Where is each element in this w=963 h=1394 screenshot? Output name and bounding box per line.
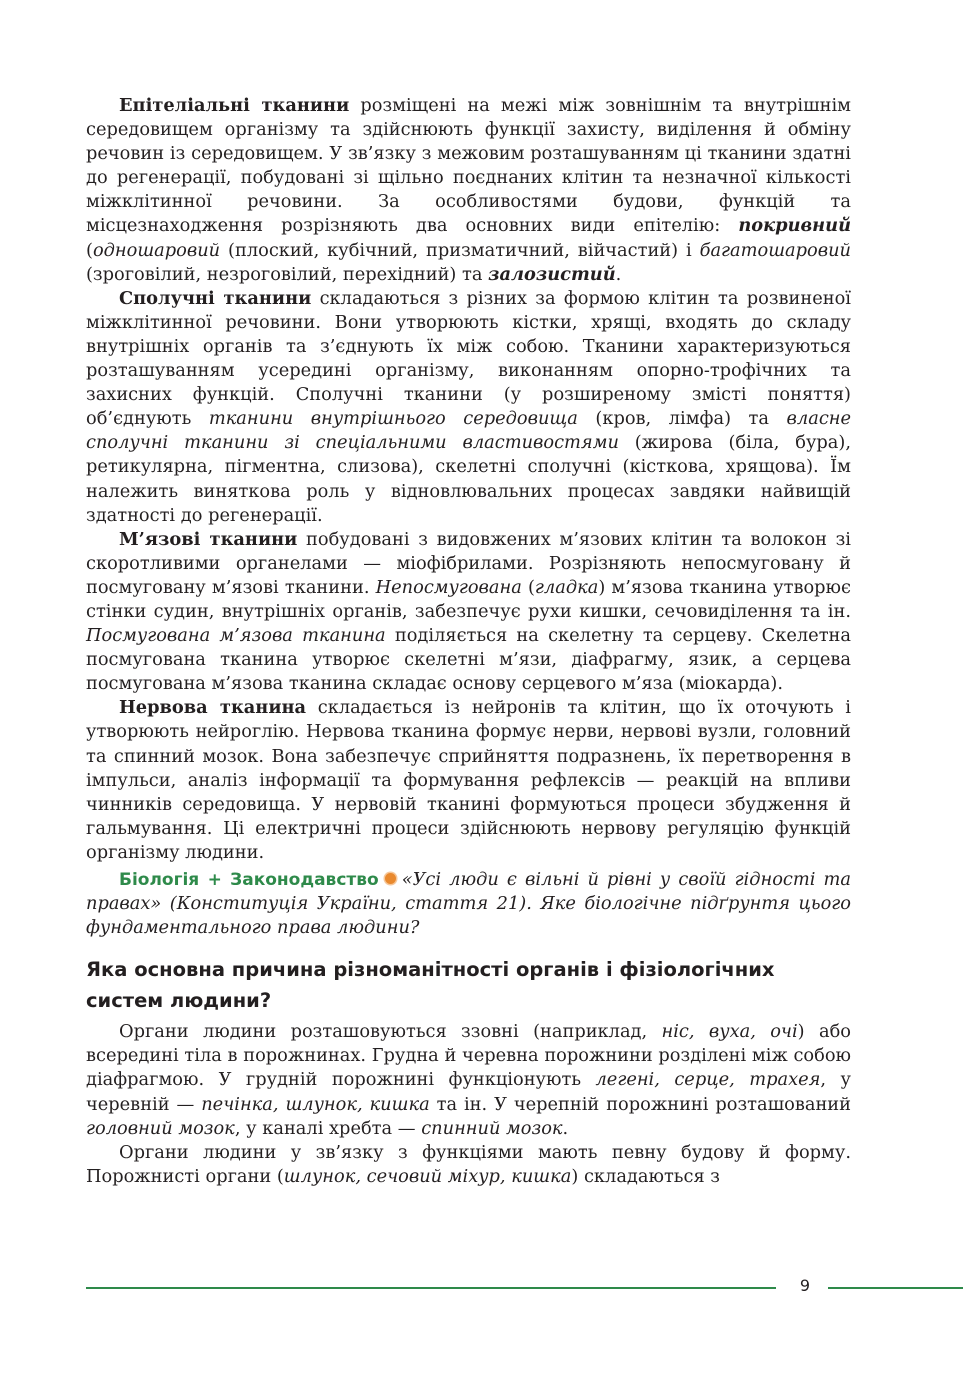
term-smooth-muscle: Непосмугована <box>375 576 522 598</box>
example-external-organs: ніс, вуха, очі <box>661 1021 798 1043</box>
term-glandular: залозистий <box>488 263 616 285</box>
text-span: . <box>562 1117 569 1139</box>
paragraph-organs-location <box>86 1020 851 1140</box>
text-span: Органи людини у зв’язку з функціями мають певну будову й форму. Порожнисті органи ( <box>86 1141 851 1187</box>
text-span: ) складаються з <box>571 1165 721 1187</box>
text-span: (жирова (біла, бура), ретикулярна, пігментна, слизова), скелетні сполучні (кісткова, хрящова). Їм належить виняткова роль у відновлювальних процесах завдяки найвищій здатності до регенерації. <box>86 432 851 526</box>
footer-rule-left <box>86 1287 776 1289</box>
term-nervous: Нервова тканина <box>119 697 307 719</box>
note-label: Біологія + Законодавство <box>119 870 379 890</box>
example-spinal-cord: спинний мозок <box>421 1117 563 1139</box>
text-span: . <box>615 263 622 285</box>
text-span: , у каналі хребта — <box>234 1117 422 1139</box>
section-heading: Яка основна причина різноманітності органів і фізіологічних систем людини? <box>86 958 775 1013</box>
text-span: (плоский, кубічний, призматичний, війчастий) і <box>220 239 700 261</box>
term-epithelial: Епітеліальні тканини <box>119 95 350 116</box>
term-connective-proper: власне сполучні тканини зі спеціальними властивостями <box>86 408 852 454</box>
page-content <box>86 94 851 1189</box>
text-span: Органи людини розташовуються ззовні (наприклад, <box>119 1021 662 1043</box>
paragraph-connective <box>86 287 851 528</box>
cross-subject-note <box>86 868 851 940</box>
example-hollow-organs: шлунок, сечовий міхур, кишка <box>283 1165 572 1187</box>
term-internal-medium: тканини внутрішнього середовища <box>208 408 578 430</box>
paragraph-muscle <box>86 528 851 697</box>
footer-rule-right <box>828 1287 963 1289</box>
text-span: складаються з різних за формою клітин та розвиненої міжклітинної речовини. Вони утворюють кістки, хрящі, входять до складу внутрішніх органів та з’єднують їх між собою. Тканини характеризуються розташуванням усередині організму, виконанням опорно-трофічних та захисних функцій. Сполучні тканини (у розширеному змісті поняття) об’єднують <box>86 287 851 430</box>
example-chest-organs: легені, серце, трахея <box>595 1069 821 1091</box>
text-span: та ін. У черепній порожнині розташований <box>429 1093 852 1115</box>
text-span: (зроговілий, незроговілий, перехідний) та <box>86 263 489 285</box>
text-span: , у черевній — <box>86 1069 851 1115</box>
note-text: «Усі люди є вільні й рівні у своїй гідності та правах» (Конституція України, стаття 21). Яке біологічне підґрунтя цього фундаментального права людини? <box>86 869 851 939</box>
text-span: складається із нейронів та клітин, що їх оточують і утворюють нейроглію. Нервова тканина формує нерви, нервові вузли, головний та спинний мозок. Вона забезпечує сприйняття подразнень, їх перетворення в імпульси, аналіз інформації та формування рефлексів — реакцій на впливи чинників середовища. У нервовій тканині формуються процеси збудження й гальмування. Ці електричні процеси здійснюють нервову регуляцію функцій організму людини. <box>86 697 851 863</box>
example-brain: головний мозок <box>86 1117 235 1139</box>
text-span: поділяється на скелетну та серцеву. Скелетна посмугована тканина утворює скелетні м’язи, діафрагму, язик, а серцева посмугована м’язова тканина складає основу серцевого м’яза (міокарда). <box>86 625 851 695</box>
page-number: 9 <box>799 1276 811 1295</box>
text-span: ( <box>521 576 535 598</box>
term-smooth: гладка <box>534 576 599 598</box>
text-span: ) або всередині тіла в порожнинах. Грудна й черевна порожнини розділені між собою діафрагмою. У грудній порожнині функціонують <box>86 1021 851 1091</box>
flower-bullet-icon <box>385 873 396 884</box>
term-covering: покривний <box>738 215 851 237</box>
paragraph-organs-structure <box>86 1141 851 1189</box>
text-span: побудовані з видовжених м’язових клітин та волокон зі скоротливими органелами — міофібрилами. Розрізняють непосмуговану й посмуговану м’язові тканини. <box>86 528 851 598</box>
paragraph-nervous <box>86 696 851 865</box>
term-single-layer: одношаровий <box>92 239 221 261</box>
text-span: розміщені на межі між зовнішнім та внутрішнім середовищем організму та здійснюють функції захисту, виділення й обміну речовин із середовищем. У зв’язку з межовим розташуванням ці тканини здатні до регенерації, побудовані зі щільно поєднаних клітин та незначної кількості міжклітинної речовини. За особливостями будови, функцій та місцезнаходження розрізняють два основних види епітелію: <box>86 95 851 237</box>
example-abdominal-organs: печінка, шлунок, кишка <box>201 1093 430 1115</box>
text-span: ) м’язова тканина утворює стінки судин, внутрішніх органів, забезпечує рухи кишки, сечовиділення та ін. <box>86 576 851 622</box>
term-muscle: М’язові тканини <box>119 528 298 550</box>
term-striated-muscle: Посмугована м’язова тканина <box>86 625 386 647</box>
paragraph-epithelial <box>86 94 851 287</box>
term-multi-layer: багатошаровий <box>699 239 851 261</box>
text-span: (кров, лімфа) та <box>577 408 787 430</box>
text-span: ( <box>86 239 93 261</box>
term-connective: Сполучні тканини <box>119 287 312 309</box>
